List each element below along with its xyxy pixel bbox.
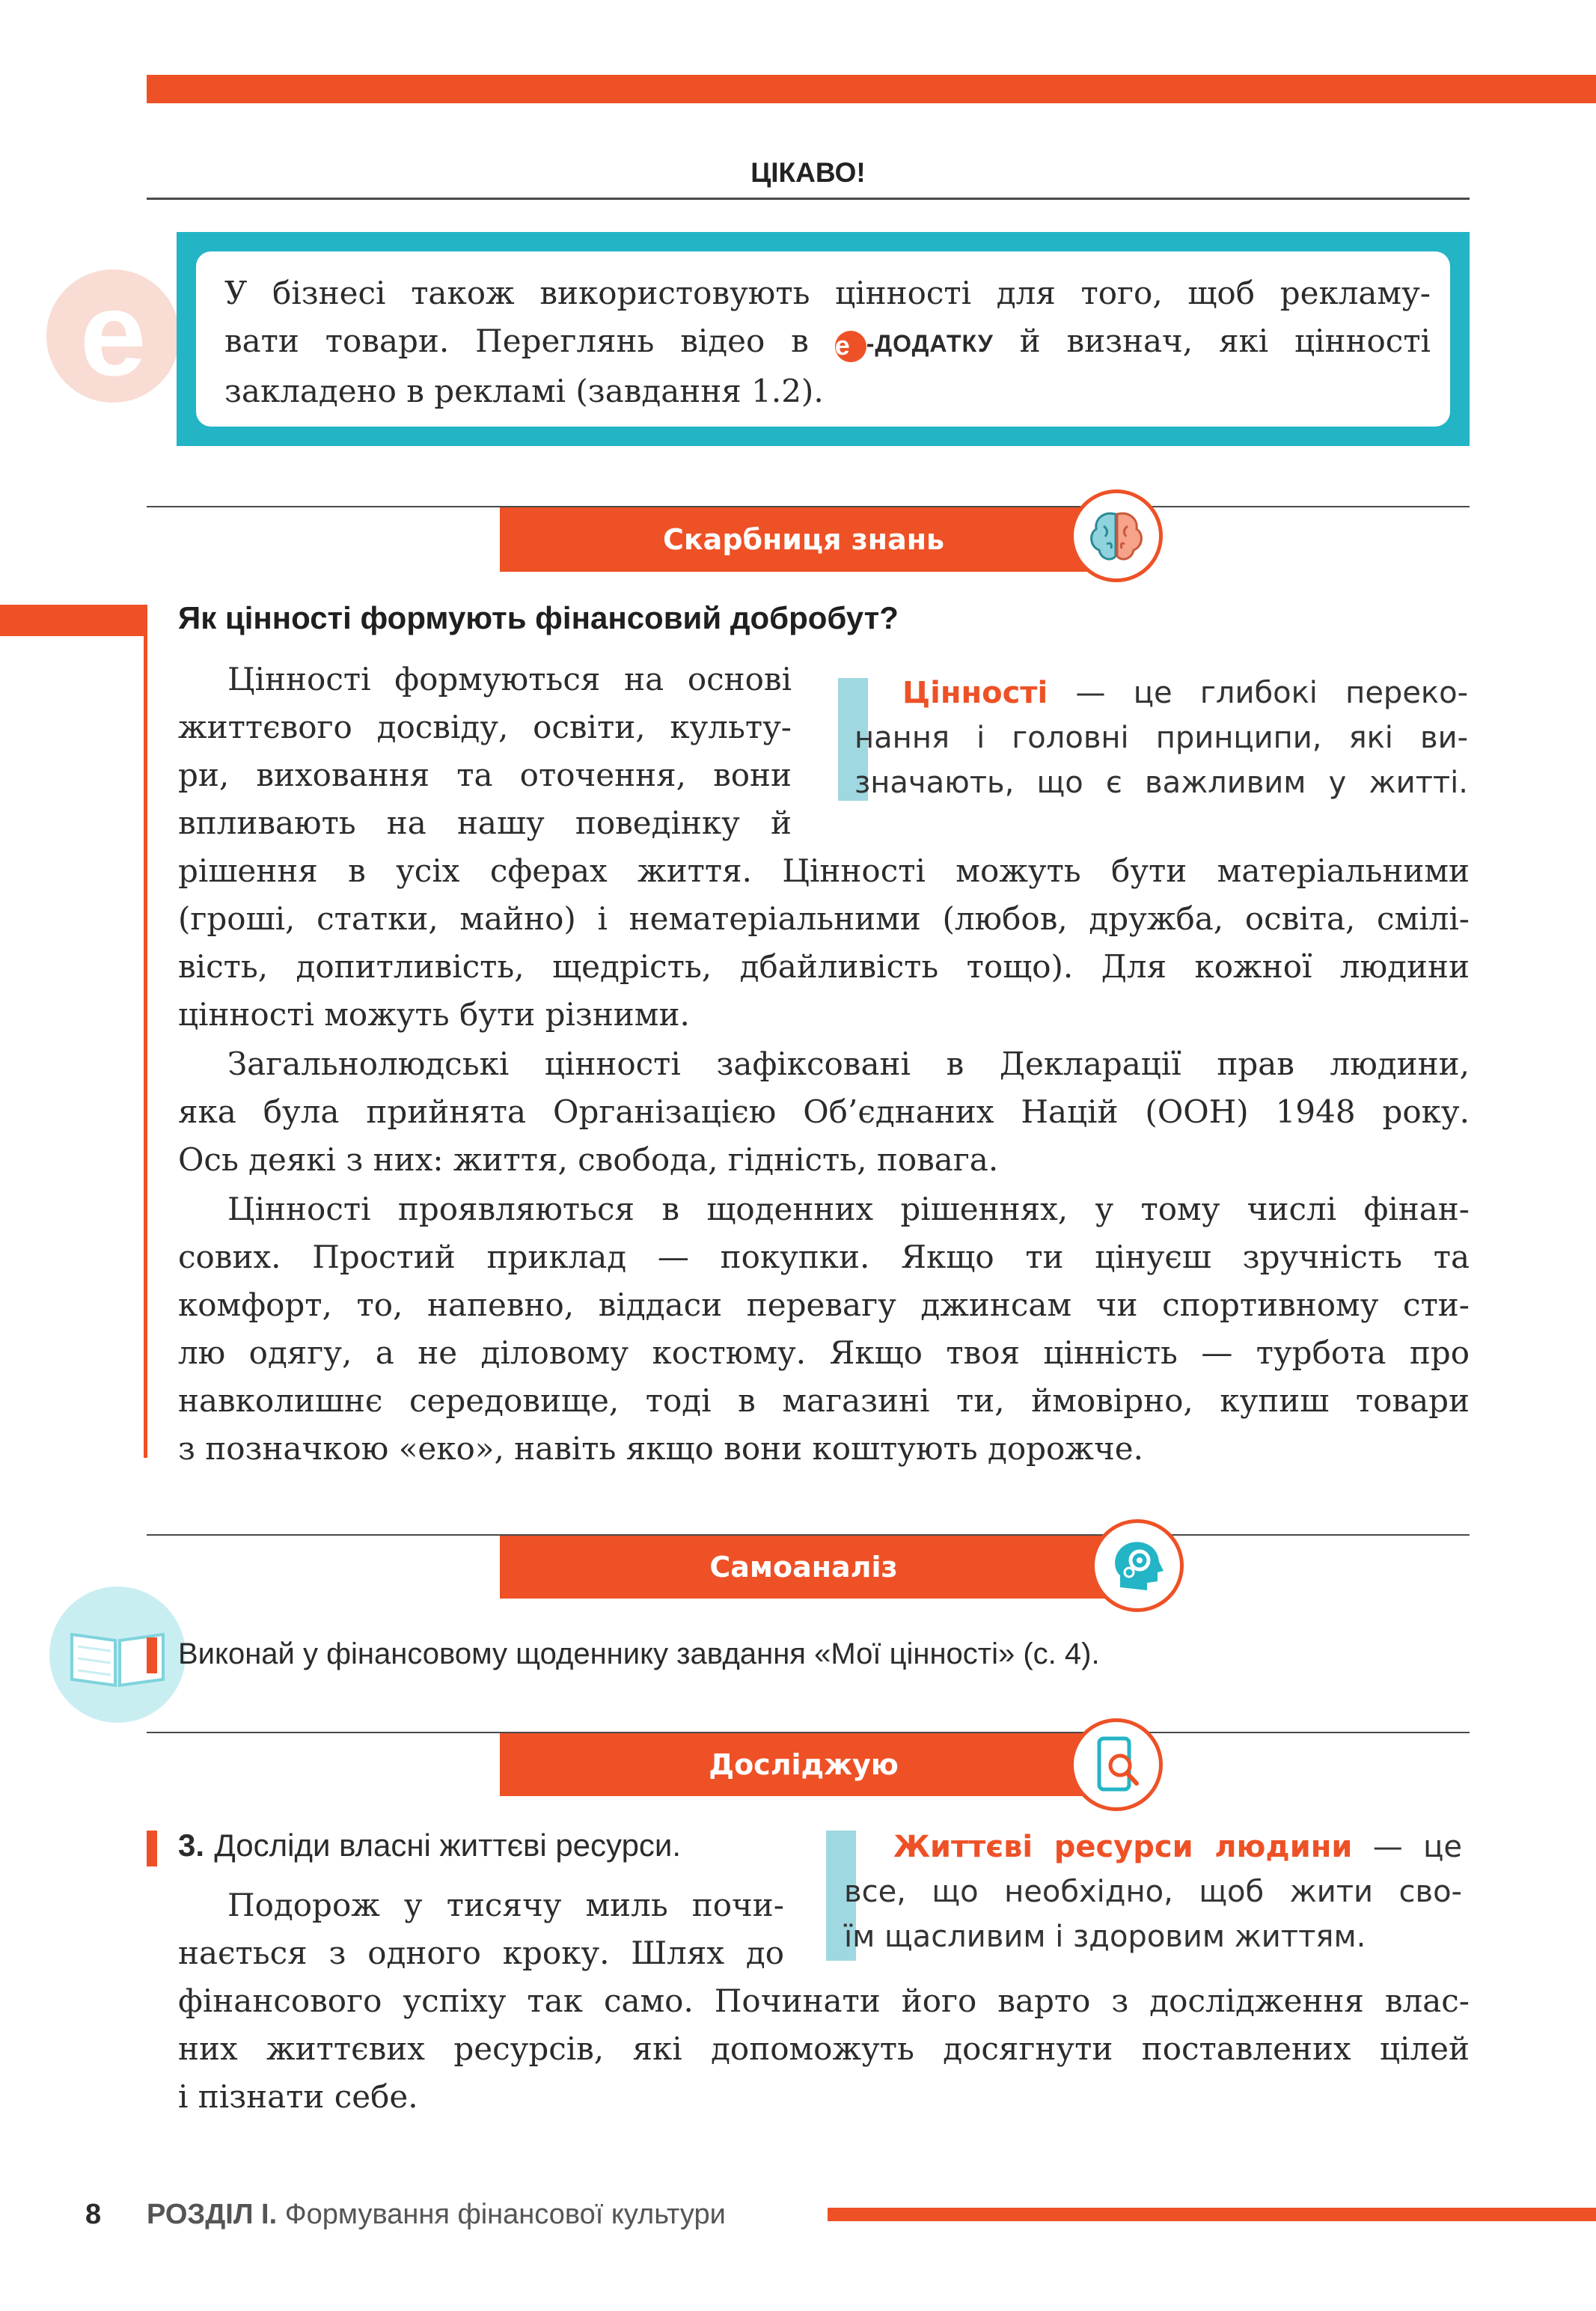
research-banner: Досліджую (500, 1733, 1107, 1796)
head-gear-icon (1091, 1519, 1184, 1612)
paragraph-1-top: Цінності формуються на основі життєвого досвіду, освіти, культу- ри, виховання та оточення, вони впливають на нашу поведінку й (178, 661, 792, 841)
research-paragraph-top: Подорож у тисячу миль почи- нається з одного кроку. Шлях до (178, 1887, 784, 1971)
self-analysis-task: Виконай у фінансовому щоденнику завдання «Мої цінності» (с. 4). (178, 1637, 1100, 1670)
interesting-heading: ЦІКАВО! (750, 157, 866, 188)
task-marker (147, 1831, 157, 1866)
box-line: У бізнесі також використовують цінності для того, щоб рекламу- (224, 275, 1431, 311)
section-question: Як цінності формують фінансовий добробут? (178, 600, 899, 635)
paragraph-1-bottom: рішення в усіх сферах життя. Цінності можуть бути матеріальними (гроші, статки, майно) і нематеріальними (любов, дружба, освіта, смілі- вість, допитливість, щедрість, дбайливість тощо). Для кожної людини цінності можуть бути різними. (178, 852, 1470, 1033)
open-book-icon (49, 1587, 186, 1723)
definition-term: Життєві ресурси людини (893, 1830, 1353, 1864)
task-text: Досліди власні життєві ресурси. (214, 1828, 682, 1863)
task-number: 3. (178, 1828, 205, 1863)
definition-term: Цінності (902, 676, 1048, 710)
e-addon-link[interactable]: -ДОДАТКУ (866, 330, 994, 357)
left-accent-bar (0, 605, 147, 636)
e-addon-icon[interactable]: e (835, 331, 866, 362)
brain-icon (1070, 489, 1163, 582)
footer-accent-bar (828, 2208, 1596, 2221)
research-task (178, 1826, 681, 1865)
self-analysis-banner: Самоаналіз (500, 1536, 1107, 1599)
top-accent-bar (147, 75, 1596, 103)
box-line: вати товари. Переглянь відео в e -ДОДАТКУ й визнач, які цінності (224, 323, 1431, 361)
e-addon-logo-icon[interactable]: e (46, 269, 180, 403)
paragraph-3: Цінності проявляються в щоденних рішеннях, у тому числі фінан- сових. Простий приклад — покупки. Якщо ти цінуєш зручність та комфорт, то, напевно, віддаси перевагу джинсам чи спортивному сти- лю одягу, а не діловому костюму. Якщо твоя цінність — турбота про навколишнє середовище, тоді в магазині ти, ймовірно, купиш товари з позначкою «еко», навіть якщо вони коштують дорожче. (178, 1191, 1470, 1467)
phone-magnifier-icon (1070, 1718, 1163, 1811)
definition-values: Цінності — це глибокі переко- нання і головні принципи, які ви- значають, що є важливим у житті. (854, 676, 1468, 800)
box-line: закладено в рекламі (завдання 1.2). (224, 373, 824, 409)
knowledge-banner: Скарбниця знань (500, 507, 1107, 572)
chapter-footer: РОЗДІЛ І. Формування фінансової культури (147, 2199, 726, 2230)
definition-life-resources: Життєві ресурси людини — це все, що необхідно, щоб жити сво- їм щасливим і здоровим життям. (844, 1830, 1462, 1954)
research-paragraph-bottom: фінансового успіху так само. Починати його варто з дослідження влас- них життєвих ресурсів, які допоможуть досягнути поставлених цілей і пізнати себе. (178, 1982, 1470, 2115)
divider (147, 198, 1470, 200)
task-marker (147, 1637, 157, 1673)
interesting-box-text (224, 269, 1431, 415)
page-number: 8 (85, 2199, 102, 2230)
left-accent-line (144, 605, 147, 1458)
paragraph-2: Загальнолюдські цінності зафіксовані в Декларації прав людини, яка була прийнята Організацією Об’єднаних Націй (ООН) 1948 року. Ось деякі з них: життя, свобода, гідність, повага. (178, 1045, 1470, 1178)
